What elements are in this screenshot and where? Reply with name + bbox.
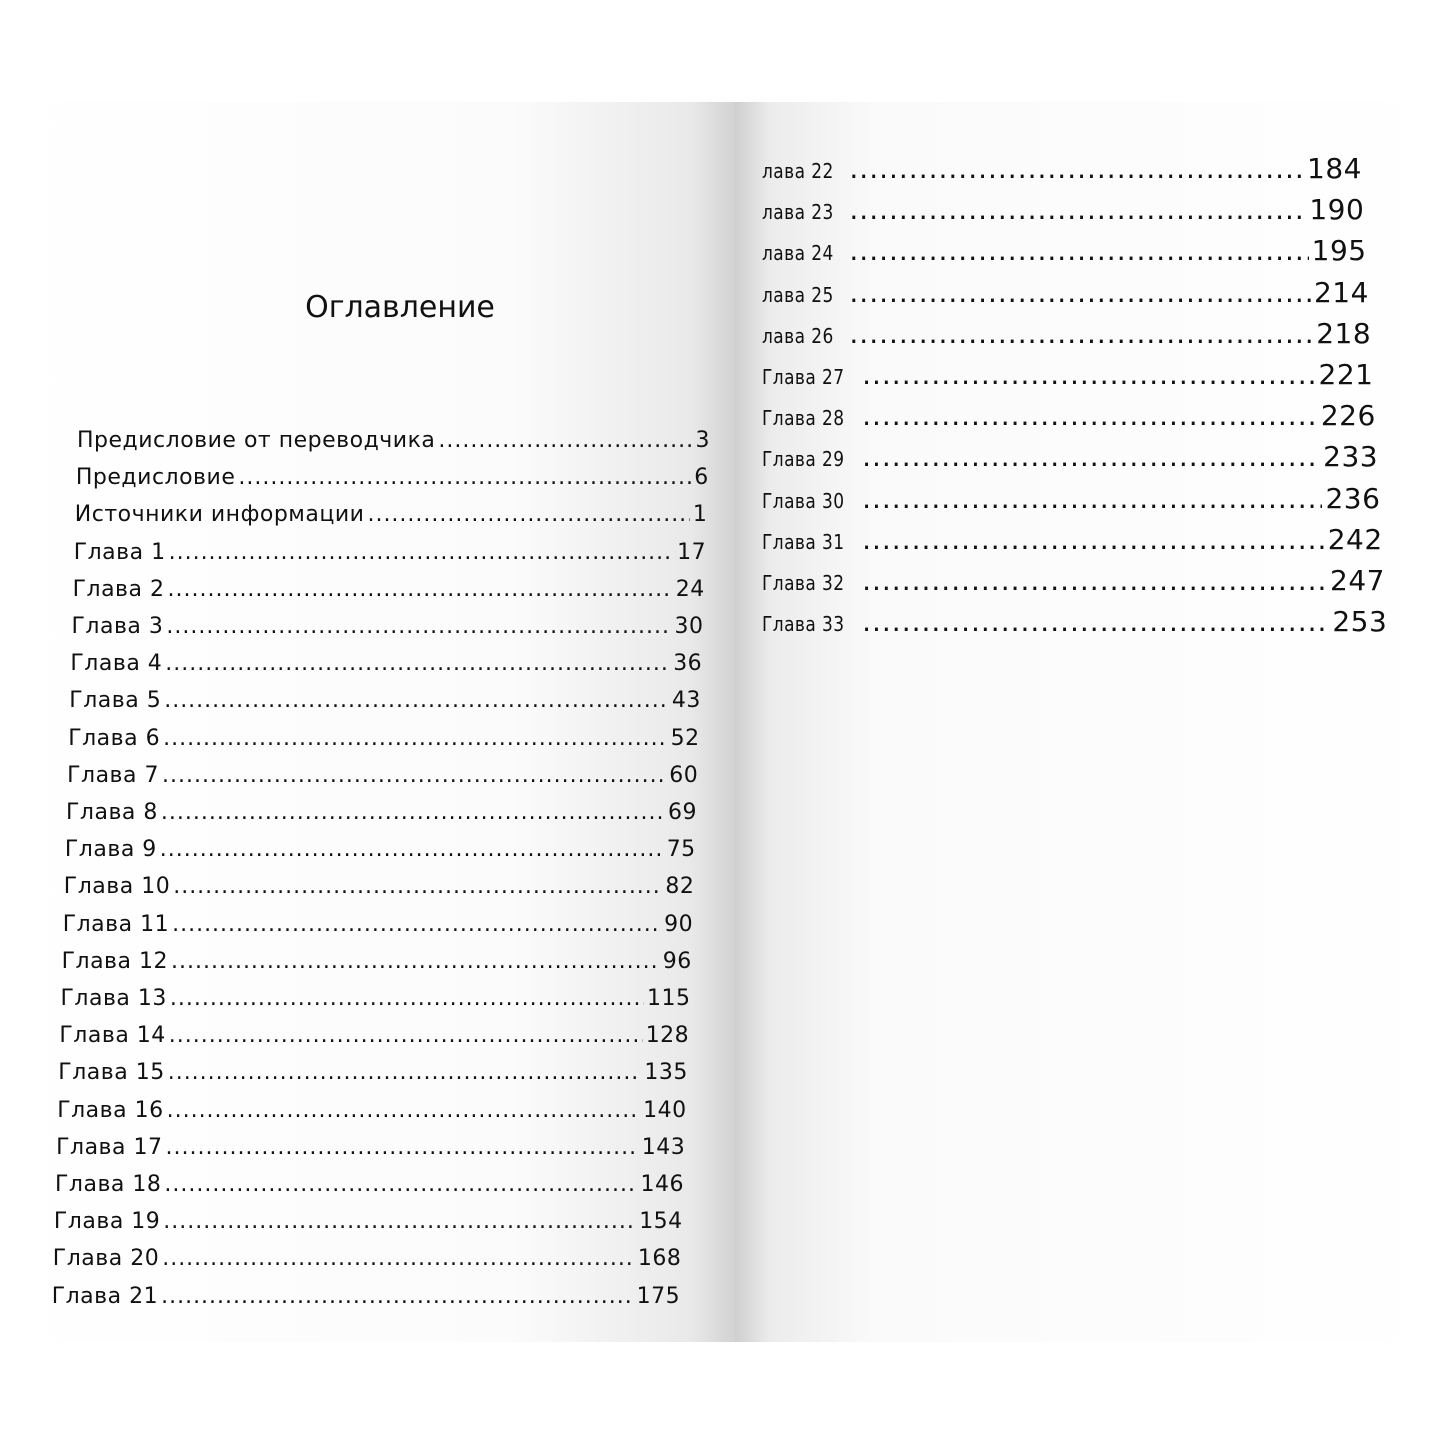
- toc-entry-label: Глава 32: [762, 571, 845, 595]
- toc-entry-label: Глава 27: [762, 365, 845, 389]
- toc-entry-label: Источники информации: [74, 502, 365, 528]
- toc-entry: [66, 800, 697, 825]
- toc-entry-label: Глава 29: [762, 447, 845, 472]
- toc-leader-dots: [162, 1246, 635, 1271]
- toc-page-number: 115: [647, 986, 691, 1011]
- toc-entry: [762, 564, 1385, 597]
- toc-entry-label: Глава 2: [72, 576, 165, 602]
- toc-page-number: 236: [1325, 481, 1381, 515]
- toc-entry: [762, 193, 1364, 226]
- toc-page-number: 195: [1311, 234, 1367, 268]
- toc-entry-label: Глава 12: [61, 948, 168, 974]
- toc-entry: [762, 482, 1380, 515]
- toc-page-number: 82: [665, 874, 695, 900]
- toc-page-number: 135: [644, 1060, 688, 1086]
- toc-leader-dots: [169, 540, 674, 565]
- toc-entry: [77, 428, 710, 453]
- toc-page-number: 242: [1327, 522, 1383, 556]
- toc-page-number: 60: [669, 762, 699, 788]
- toc-entry-label: Глава 14: [59, 1023, 166, 1049]
- toc-entry-label: Глава 33: [762, 612, 845, 637]
- toc-page-number: 143: [641, 1134, 686, 1160]
- toc-entry: [62, 949, 692, 974]
- toc-entry-label: Глава 30: [762, 488, 845, 513]
- toc-entry-label: Предисловие от переводчика: [77, 428, 436, 453]
- toc-entry-label: Глава 11: [62, 911, 170, 937]
- toc-entry: [762, 399, 1376, 432]
- toc-leader-dots: [170, 986, 644, 1011]
- toc-page-number: 218: [1316, 316, 1372, 350]
- toc-leader-dots: [172, 912, 661, 937]
- toc-entry: [63, 912, 693, 937]
- toc-entry-label: Глава 21: [51, 1283, 159, 1309]
- toc-page-number: 253: [1332, 605, 1388, 639]
- toc-leader-dots: [862, 440, 1320, 473]
- toc-leader-dots: [862, 523, 1325, 556]
- toc-entry-label: лава 25: [762, 282, 834, 307]
- toc-leader-dots: [167, 1098, 640, 1123]
- toc-page-number: 96: [662, 948, 692, 974]
- toc-page-number: 43: [671, 688, 701, 714]
- toc-entry-label: Глава 5: [69, 688, 162, 714]
- toc-page-number: 30: [674, 614, 704, 639]
- toc-entry-label: лава 22: [762, 159, 834, 183]
- toc-entry: [53, 1246, 682, 1271]
- toc-entry-label: лава 23: [762, 200, 834, 225]
- toc-entry-label: Предисловие: [75, 465, 236, 491]
- toc-leader-dots: [849, 152, 1304, 185]
- toc-entry: [762, 440, 1378, 473]
- toc-leader-dots: [849, 276, 1311, 309]
- toc-entry-label: Глава 16: [57, 1097, 164, 1123]
- toc-leader-dots: [862, 605, 1329, 638]
- toc-entry-label: Глава 9: [64, 837, 157, 863]
- toc-leader-dots: [171, 949, 660, 974]
- toc-page-number: 214: [1313, 275, 1369, 309]
- toc-entry: [56, 1135, 685, 1160]
- toc-entry: [70, 651, 702, 676]
- toc-entry: [52, 1284, 680, 1309]
- toc-page-number: 221: [1318, 358, 1374, 391]
- toc-entry: [72, 614, 704, 639]
- toc-leader-dots: [849, 317, 1313, 350]
- toc-page-number: 1: [692, 502, 708, 528]
- toc-leader-dots: [862, 482, 1322, 515]
- toc-leader-dots: [162, 763, 666, 788]
- toc-page-number: 190: [1309, 193, 1365, 227]
- toc-entry-label: Глава 31: [762, 529, 845, 554]
- toc-page-number: 6: [694, 465, 709, 491]
- toc-leader-dots: [849, 193, 1306, 226]
- toc-entry: [69, 688, 701, 713]
- toc-entry: [68, 726, 699, 751]
- toc-page-number: 233: [1323, 440, 1379, 474]
- toc-entry: [67, 763, 698, 788]
- toc-entry: [76, 465, 709, 490]
- toc-leader-dots: [169, 1023, 643, 1048]
- toc-entry-label: Глава 13: [60, 986, 167, 1011]
- toc-entry-label: Глава 17: [56, 1134, 163, 1160]
- toc-entry-label: лава 26: [762, 323, 834, 348]
- toc-leader-dots: [165, 651, 670, 676]
- toc-leader-dots: [862, 399, 1318, 432]
- toc-leader-dots: [161, 800, 665, 825]
- toc-entry: [59, 1023, 689, 1048]
- toc-entry-label: Глава 18: [55, 1172, 162, 1197]
- toc-leader-dots: [438, 428, 692, 453]
- toc-leader-dots: [164, 688, 669, 713]
- toc-page-number: 24: [675, 576, 705, 602]
- toc-page-number: 36: [673, 651, 703, 677]
- toc-title-text: Оглавление: [305, 290, 495, 325]
- toc-leader-dots: [166, 614, 671, 639]
- toc-page-number: 184: [1307, 152, 1362, 185]
- toc-leader-dots: [166, 1135, 639, 1160]
- toc-leader-dots: [161, 1284, 633, 1309]
- toc-entry: [73, 577, 705, 602]
- toc-entry: [762, 276, 1369, 309]
- toc-page-number: 140: [643, 1097, 687, 1123]
- toc-entry-label: Глава 7: [67, 762, 159, 788]
- toc-leader-dots: [168, 577, 673, 602]
- toc-entry-label: Глава 28: [762, 406, 845, 431]
- toc-entry: [65, 837, 696, 862]
- toc-leader-dots: [168, 1060, 642, 1085]
- toc-page-number: 175: [636, 1283, 681, 1309]
- toc-leader-dots: [160, 837, 664, 862]
- toc-leader-dots: [862, 358, 1315, 391]
- toc-entry: [74, 540, 706, 565]
- toc-entry-label: Глава 8: [66, 800, 158, 825]
- toc-title: [0, 290, 800, 325]
- toc-leader-dots: [849, 234, 1308, 267]
- toc-leader-dots: [367, 502, 689, 527]
- toc-page-number: 226: [1320, 399, 1376, 433]
- toc-entry-label: Глава 19: [53, 1209, 161, 1235]
- toc-entry-label: Глава 3: [71, 614, 164, 639]
- toc-page-number: 90: [664, 911, 694, 937]
- toc-leader-dots: [163, 726, 667, 751]
- toc-entry-label: Глава 1: [73, 539, 166, 565]
- toc-page-number: 52: [670, 725, 700, 751]
- toc-leader-dots: [164, 1172, 637, 1197]
- toc-leader-dots: [163, 1209, 636, 1234]
- toc-entry: [58, 1060, 688, 1085]
- toc-entry: [762, 234, 1367, 267]
- toc-leader-dots: [173, 874, 662, 899]
- toc-page-number: 128: [645, 1023, 690, 1049]
- toc-entry-label: Глава 10: [63, 874, 171, 900]
- toc-entry-label: Глава 20: [52, 1246, 160, 1272]
- toc-page-number: 3: [695, 428, 710, 453]
- toc-entry: [54, 1209, 683, 1234]
- toc-page-number: 247: [1330, 564, 1385, 597]
- toc-page-number: 168: [637, 1246, 682, 1272]
- toc-entry: [762, 523, 1383, 556]
- toc-entry: [57, 1098, 686, 1123]
- toc-entry: [762, 358, 1374, 391]
- toc-entry: [762, 317, 1371, 350]
- toc-page-number: 146: [640, 1172, 684, 1197]
- toc-page-number: 17: [677, 539, 707, 565]
- toc-entry-label: лава 24: [762, 241, 834, 266]
- toc-leader-dots: [862, 564, 1327, 597]
- toc-page-number: 75: [666, 837, 696, 863]
- toc-page-number: 154: [639, 1209, 683, 1235]
- toc-entry-label: Глава 15: [58, 1060, 165, 1086]
- toc-leader-dots: [238, 465, 691, 490]
- toc-entry: [75, 502, 708, 527]
- toc-entry: [64, 874, 695, 899]
- toc-entry: [61, 986, 691, 1011]
- toc-entry-label: Глава 4: [70, 651, 163, 677]
- toc-entry-label: Глава 6: [68, 725, 161, 751]
- toc-entry: [762, 152, 1362, 185]
- toc-entry: [55, 1172, 684, 1197]
- toc-page-number: 69: [668, 800, 697, 825]
- toc-entry: [762, 605, 1387, 638]
